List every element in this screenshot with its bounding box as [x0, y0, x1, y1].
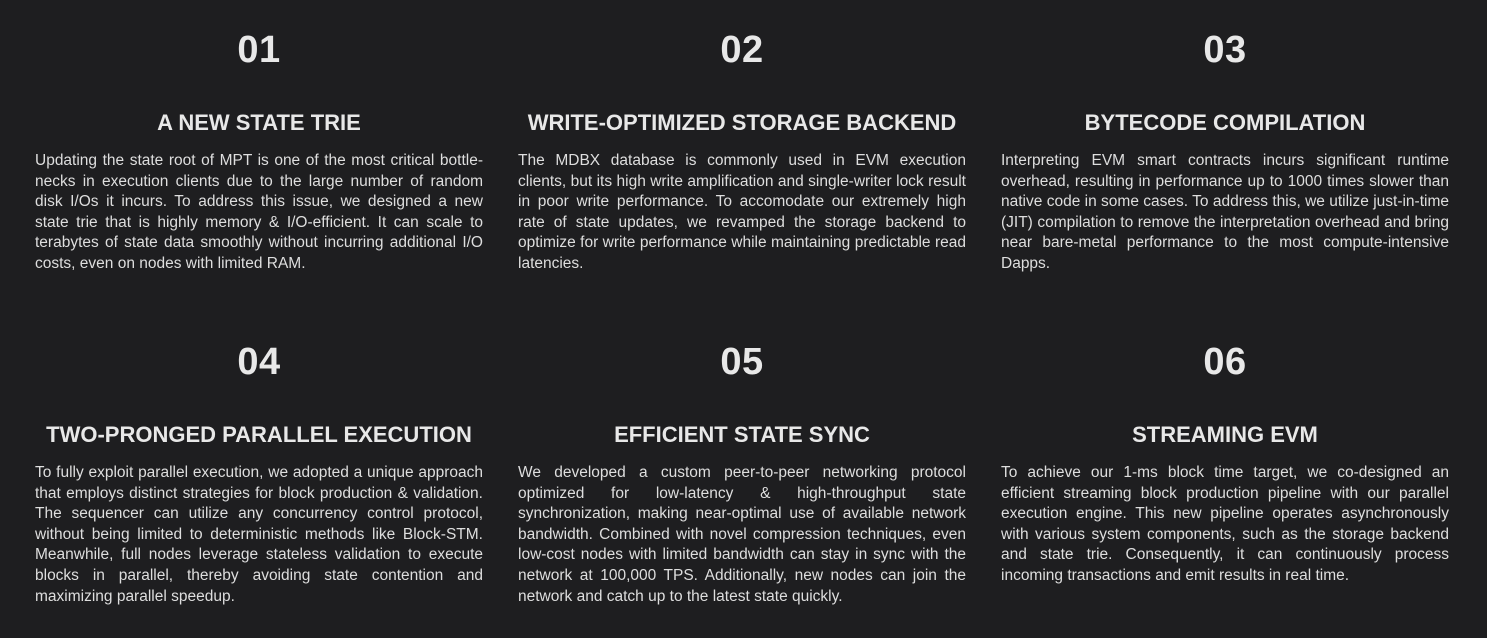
feature-description: Interpreting EVM smart contracts incurs significant runtime overhead, resulting in performance up to 1000 times slower than native code in some cases. To address this, we utilize just-in-time (JIT) compilation to remove the interpretation overhead and bring near bare-metal performance to the most compute-intensive Dapps.: [1001, 152, 1449, 272]
feature-description: We developed a custom peer-to-peer networking protocol optimized for low-latency & high-throughput state synchronization, making near-optimal use of available network bandwidth. Combined with novel compression techniques, even low-cost nodes with limited bandwidth can stay in sync with the network at 100,000 TPS. Additionally, new nodes can join the network and catch up to the latest state quickly.: [518, 464, 966, 605]
feature-card-state-trie: [35, 28, 483, 275]
feature-title: STREAMING EVM: [1132, 422, 1318, 447]
feature-number: 06: [1203, 341, 1247, 383]
feature-number: 03: [1203, 29, 1247, 71]
feature-card-state-sync: [518, 340, 966, 607]
feature-number: 04: [237, 341, 281, 383]
feature-title: A NEW STATE TRIE: [157, 110, 361, 135]
feature-description: To fully exploit parallel execution, we adopted a unique approach that employs distinct strategies for block production & validation. The sequencer can utilize any concurrency control protocol, without being limited to deterministic methods like Block-STM. Meanwhile, full nodes leverage stateless validation to execute blocks in parallel, thereby avoiding state contention and maximizing parallel speedup.: [35, 464, 483, 605]
feature-title: TWO-PRONGED PARALLEL EXECUTION: [46, 422, 472, 447]
feature-card-streaming-evm: [1001, 340, 1449, 587]
feature-title: BYTECODE COMPILATION: [1084, 110, 1366, 135]
feature-description: Updating the state root of MPT is one of the most critical bottle-necks in execution clients due to the large number of random disk I/Os it incurs. To address this issue, we designed a new state trie that is highly memory & I/O-efficient. It can scale to terabytes of state data smoothly without incurring additional I/O costs, even on nodes with limited RAM.: [35, 152, 483, 272]
feature-number: 05: [720, 341, 764, 383]
feature-card-storage-backend: [518, 28, 966, 275]
feature-title: EFFICIENT STATE SYNC: [614, 422, 870, 447]
feature-title: WRITE-OPTIMIZED STORAGE BACKEND: [527, 110, 957, 135]
feature-description: The MDBX database is commonly used in EVM execution clients, but its high write amplification and single-writer lock result in poor write performance. To accomodate our extremely high rate of state updates, we revamped the storage backend to optimize for write performance while maintaining predictable read latencies.: [518, 152, 966, 272]
feature-number: 02: [720, 29, 764, 71]
feature-description: To achieve our 1-ms block time target, we co-designed an efficient streaming block production pipeline with our parallel execution engine. This new pipeline operates asynchronously with various system components, such as the storage backend and state trie. Consequently, it can continuously process incoming transactions and emit results in real time.: [1001, 464, 1449, 584]
feature-number: 01: [237, 29, 281, 71]
feature-card-bytecode-compilation: [1001, 28, 1449, 275]
feature-card-parallel-execution: [35, 340, 483, 607]
